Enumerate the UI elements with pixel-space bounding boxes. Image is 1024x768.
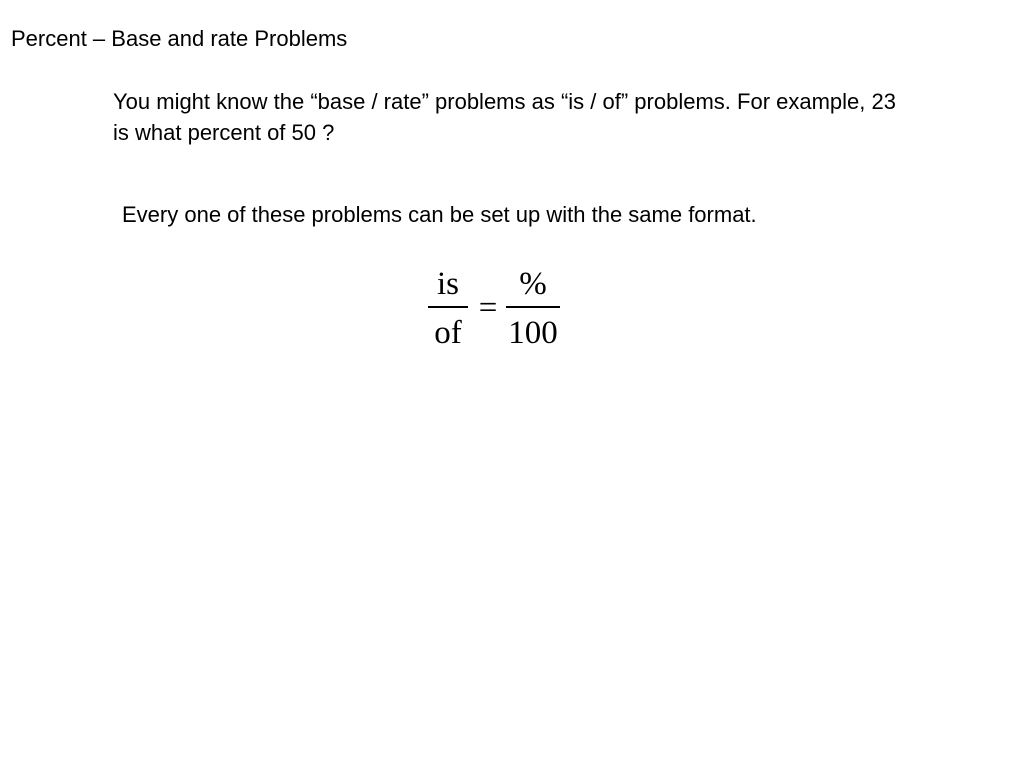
left-denominator: of — [434, 315, 462, 351]
slide-title: Percent – Base and rate Problems — [11, 26, 348, 51]
equals-sign: = — [478, 290, 498, 326]
right-numerator: % — [519, 266, 547, 302]
percent-over-100-fraction — [506, 262, 560, 354]
left-numerator: is — [436, 266, 459, 302]
is-over-of-fraction — [428, 262, 468, 354]
percent-formula — [420, 262, 570, 357]
intro-paragraph: You might know the “base / rate” problems as “is / of” problems. For example, 23 is what percent of 50 ? — [113, 89, 896, 145]
format-statement: Every one of these problems can be set up with the same format. — [122, 202, 757, 227]
right-denominator: 100 — [508, 315, 558, 351]
